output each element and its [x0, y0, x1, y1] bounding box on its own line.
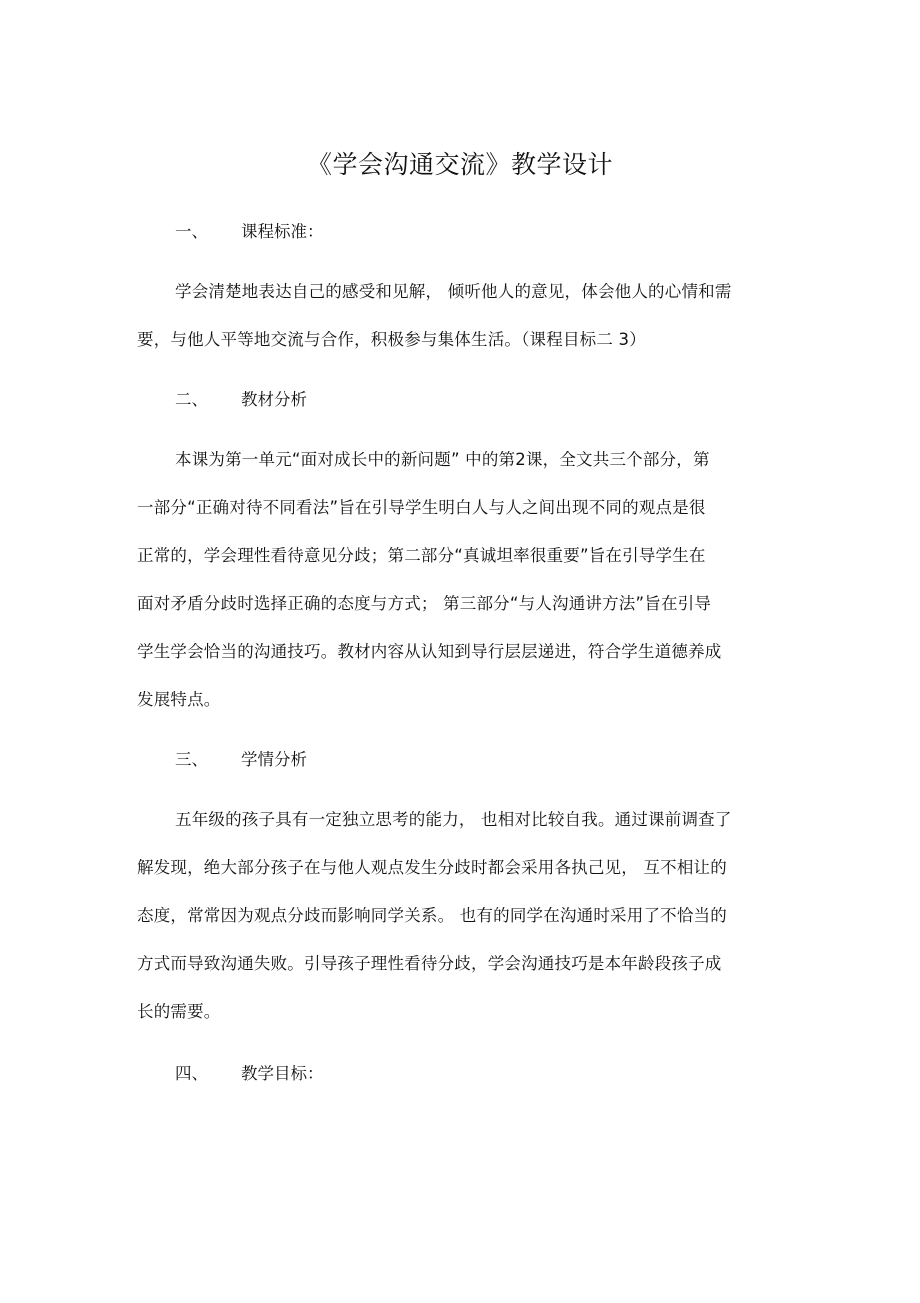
section-title: 课程标准：	[241, 222, 324, 241]
paragraph-line: 五年级的孩子具有一定独立思考的能力， 也相对比较自我。通过课前调查了	[175, 810, 732, 829]
section-number: 一、	[175, 222, 208, 241]
paragraph-line: 态度，常常因为观点分歧而影响同学关系。 也有的同学在沟通时采用了不恰当的	[137, 906, 727, 925]
section-number: 四、	[175, 1064, 208, 1083]
document-title: 《学会沟通交流》教学设计	[306, 150, 613, 179]
section-number: 二、	[175, 390, 208, 409]
section-number: 三、	[175, 750, 208, 769]
paragraph-line: 学会清楚地表达自己的感受和见解， 倾听他人的意见，体会他人的心情和需	[175, 282, 732, 301]
section-title: 教材分析	[241, 390, 307, 409]
paragraph-line: 正常的，学会理性看待意见分歧；第二部分“真诚坦率很重要”旨在引导学生在	[137, 546, 706, 565]
section-title: 教学目标：	[241, 1064, 324, 1083]
paragraph-line: 发展特点。	[137, 690, 221, 709]
paragraph-line: 长的需要。	[137, 1002, 221, 1021]
paragraph-line: 方式而导致沟通失败。引导孩子理性看待分歧，学会沟通技巧是本年龄段孩子成	[137, 954, 722, 973]
paragraph-line: 本课为第一单元“面对成长中的新问题” 中的第2课，全文共三个部分，第	[175, 450, 710, 469]
section-title: 学情分析	[241, 750, 307, 769]
paragraph-line: 要，与他人平等地交流与合作，积极参与集体生活。（课程目标二 3）	[137, 330, 646, 349]
paragraph-line: 学生学会恰当的沟通技巧。教材内容从认知到导行层层递进，符合学生道德养成	[137, 642, 722, 661]
paragraph-line: 一部分“正确对待不同看法”旨在引导学生明白人与人之间出现不同的观点是很	[137, 498, 706, 517]
paragraph-line: 面对矛盾分歧时选择正确的态度与方式； 第三部分“与人沟通讲方法”旨在引导	[137, 594, 712, 613]
paragraph-line: 解发现，绝大部分孩子在与他人观点发生分歧时都会采用各执己见， 互不相让的	[137, 858, 727, 877]
